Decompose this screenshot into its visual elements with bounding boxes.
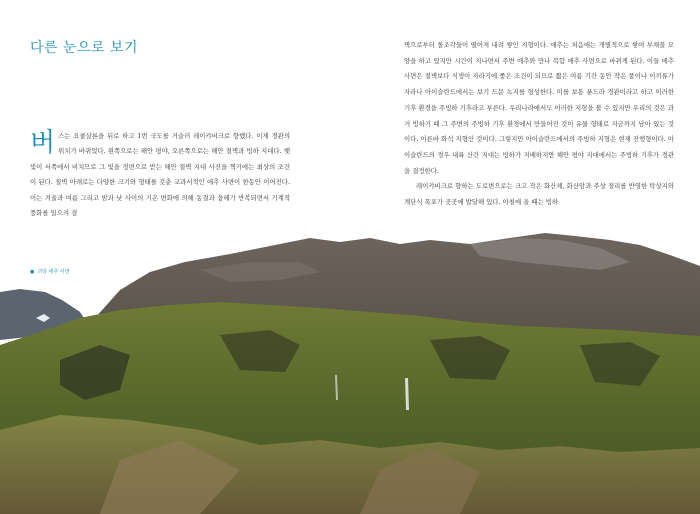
section-title: 다른 눈으로 보기 — [30, 40, 139, 56]
left-column-text — [30, 129, 290, 221]
right-paragraph-2: 레이캬비크로 향하는 도로변으로는 크고 작은 화산체, 화산암과 주상 절리를 반영한 탁상지와 계단식 폭포가 곳곳에 발달해 있다. 아침에 올 때는 빙하 — [404, 182, 674, 207]
left-paragraph: 스는 요쿨살론을 뒤로 하고 1번 국도를 거슬러 레이캬비크로 향했다. 이제 경관의 위치가 바뀌었다. 왼쪽으로는 해안 평야, 오른쪽으로는 해안 절벽과 빙하 지대다. 햇빛이 서쪽에서 비치므로 그 빛을 정면으로 받는 해안 절벽 지대 사진을 찍기에는 최상의 조건이 된다. 절벽 아래로는 다양한 크기와 형태를 갖춘 교과서적인 애추 사면이 한동안 이어진다. 이는 겨울과 여름 그리고 밤과 낮 사이의 기온 변화에 의해 동결과 융해가 반복되면서 기계적 풍화를 일으켜 결 — [30, 132, 290, 218]
bullet-icon: ● — [30, 269, 35, 275]
drop-cap: 버 — [30, 128, 56, 158]
caption-text: 괴암 애추 사면 — [37, 269, 70, 275]
photo-caption — [30, 268, 70, 275]
right-paragraph-1: 벽으로부터 돌조각들이 떨어져 내려 쌓인 지형이다. 애추는 처음에는 개별적으로 쌓여 부채꼴 모양을 하고 있지만 시간이 지나면서 주변 애추와 만나 복합 애추 사면으로 바뀌게 된다. 이들 애추 사면은 절벽보다 식생이 자라기에 좋은 조건이 되므로 짧은 여름 기간 동안 작은 풀이나 이끼류가 자라나 아이슬란드에서는 보기 드문 녹지를 형성한다. 이를 보통 푼드라 경관이라고 하고 이러한 기후 환경을 주빙하 기후라고 부른다. 우리나라에서도 이러한 지형을 볼 수 있지만 우리의 것은 과거 빙하기 때 그 주변의 주빙하 기후 환경에서 만들어진 것이 유물 형태로 지금까지 남아 있는 것이다. 이른바 화석 지형인 것이다. 그렇지만 아이슬란드에서의 주빙하 지형은 현재 진행형이다. 아이슬란드의 경우 내륙 산간 지대는 빙하가 지배하지만 해안 평야 지대에서는 주빙하 기후가 경관을 결정한다. — [404, 41, 674, 175]
right-column-text — [404, 38, 674, 211]
